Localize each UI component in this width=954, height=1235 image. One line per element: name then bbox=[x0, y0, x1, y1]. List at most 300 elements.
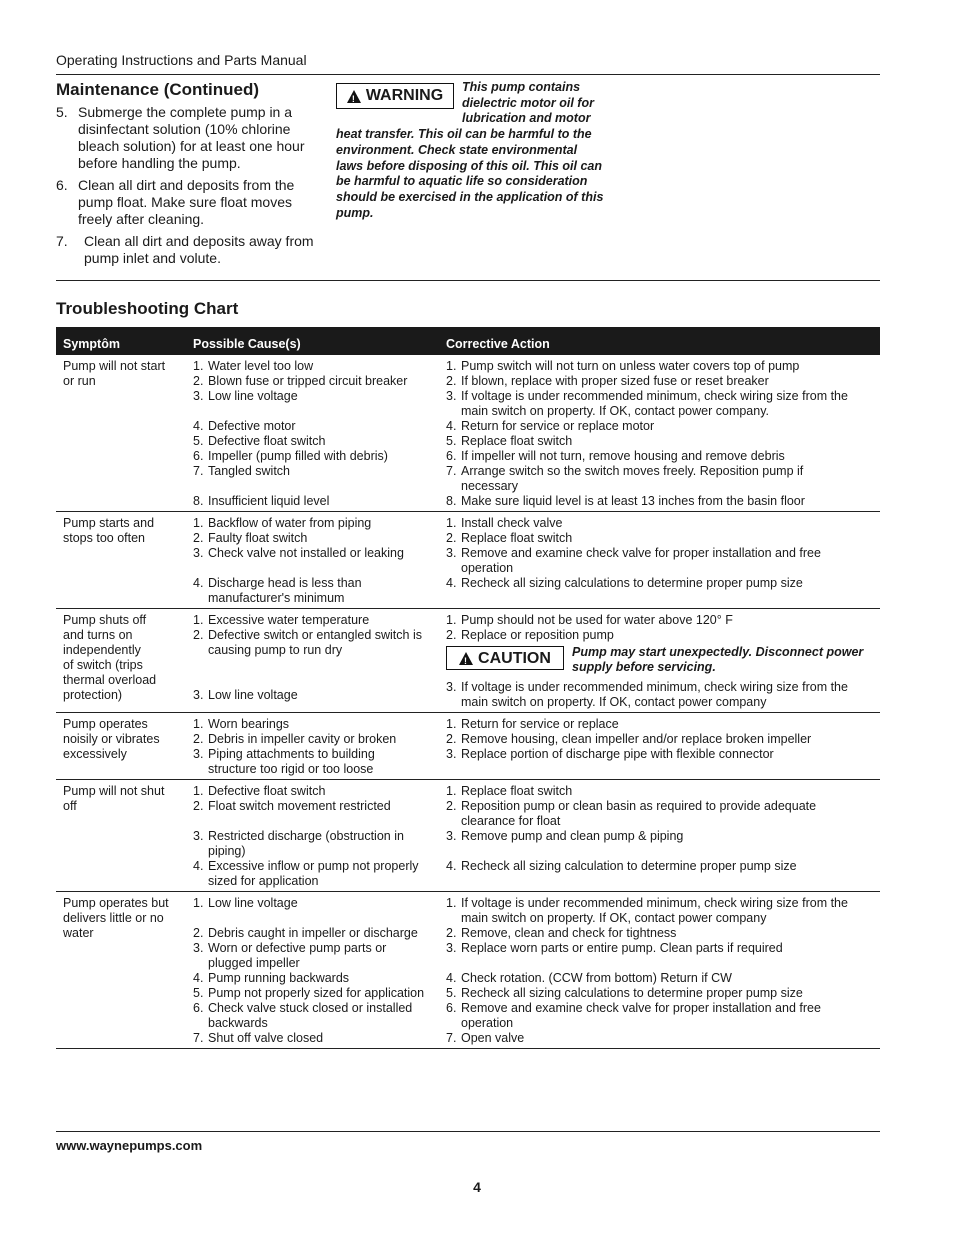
line-text: Tangled switch bbox=[208, 464, 290, 478]
manual-header: Operating Instructions and Parts Manual bbox=[56, 52, 307, 68]
line-text: necessary bbox=[461, 479, 518, 493]
line-number bbox=[446, 404, 461, 419]
symptom-cell bbox=[56, 516, 186, 606]
line-number bbox=[446, 479, 461, 494]
list-line bbox=[193, 531, 439, 546]
line-number: 6. bbox=[193, 449, 204, 463]
line-number bbox=[193, 591, 208, 606]
line-text: If impeller will not turn, remove housing and remove debris bbox=[461, 449, 785, 463]
list-line bbox=[446, 695, 872, 710]
list-line bbox=[446, 389, 872, 404]
line-text: Discharge head is less than bbox=[208, 576, 362, 590]
symptom-cell bbox=[56, 896, 186, 1046]
causes-cell bbox=[186, 784, 439, 889]
list-line bbox=[446, 784, 872, 799]
list-line bbox=[446, 494, 872, 509]
caution-triangle-icon bbox=[459, 652, 473, 665]
causes-cell bbox=[186, 896, 439, 1046]
actions-cell bbox=[439, 613, 880, 710]
line-text: backwards bbox=[208, 1016, 268, 1030]
line-text: Open valve bbox=[461, 1031, 525, 1045]
line-text: causing pump to run dry bbox=[208, 643, 343, 657]
symptom-line: or run bbox=[63, 374, 96, 388]
list-line bbox=[446, 576, 872, 591]
line-text: Replace portion of discharge pipe with flexible connector bbox=[461, 747, 774, 761]
list-line bbox=[446, 561, 872, 576]
symptom-line: excessively bbox=[63, 747, 127, 761]
line-text: Defective float switch bbox=[208, 784, 326, 798]
list-line bbox=[193, 941, 439, 956]
line-number: 4. bbox=[446, 971, 457, 985]
spacer bbox=[193, 479, 439, 494]
line-number: 2. bbox=[446, 799, 457, 813]
causes-cell bbox=[186, 613, 439, 710]
line-number: 3. bbox=[446, 747, 457, 761]
symptom-line: stops too often bbox=[63, 531, 146, 545]
list-line bbox=[193, 359, 439, 374]
table-header bbox=[56, 327, 880, 355]
troubleshooting-table bbox=[56, 327, 880, 1049]
list-line bbox=[193, 643, 439, 658]
line-number: 1. bbox=[193, 896, 204, 910]
actions-cell bbox=[439, 784, 880, 889]
line-text: Insufficient liquid level bbox=[208, 494, 330, 508]
maintenance-list bbox=[56, 104, 324, 272]
line-text: Backflow of water from piping bbox=[208, 516, 372, 530]
line-number: 6. bbox=[446, 449, 457, 463]
column-header-symptom: Symptôm bbox=[63, 337, 120, 351]
warning-label: WARNING bbox=[365, 87, 444, 105]
list-line bbox=[193, 799, 439, 814]
line-text: Remove pump and clean pump & piping bbox=[461, 829, 684, 843]
line-number: 7. bbox=[446, 464, 457, 478]
line-text: piping) bbox=[208, 844, 246, 858]
list-line bbox=[193, 516, 439, 531]
list-line bbox=[446, 464, 872, 479]
list-line bbox=[193, 374, 439, 389]
line-number: 5. bbox=[193, 434, 204, 448]
symptom-line: Pump will not start bbox=[63, 359, 166, 373]
symptom-line: noisily or vibrates bbox=[63, 732, 160, 746]
line-number: 3. bbox=[193, 546, 204, 560]
list-line bbox=[446, 829, 872, 844]
list-line bbox=[446, 859, 872, 874]
line-text: If blown, replace with proper sized fuse or reset breaker bbox=[461, 374, 769, 388]
line-number bbox=[446, 911, 461, 926]
symptom-line: of switch (trips bbox=[63, 658, 143, 672]
line-text: main switch on property. If OK, contact power company bbox=[461, 911, 767, 925]
line-number: 3. bbox=[193, 688, 204, 702]
line-number bbox=[193, 874, 208, 889]
table-row bbox=[56, 355, 880, 512]
line-text: Restricted discharge (obstruction in bbox=[208, 829, 404, 843]
line-number bbox=[193, 762, 208, 777]
line-text: Defective motor bbox=[208, 419, 296, 433]
symptom-cell bbox=[56, 784, 186, 889]
item-text: Submerge the complete pump in a disinfectant solution (10% chlorine bleach solution) for at least one hour before handling the pump. bbox=[78, 104, 305, 171]
line-number: 3. bbox=[193, 941, 204, 955]
list-line bbox=[446, 986, 872, 1001]
line-text: structure too rigid or too loose bbox=[208, 762, 374, 776]
list-line bbox=[446, 1031, 872, 1046]
list-line bbox=[446, 1016, 872, 1031]
line-text: Arrange switch so the switch moves freely. Reposition pump if bbox=[461, 464, 804, 478]
line-number: 2. bbox=[446, 374, 457, 388]
section-rule bbox=[56, 280, 880, 281]
list-line bbox=[193, 591, 439, 606]
list-line bbox=[193, 576, 439, 591]
line-text: Pump not properly sized for application bbox=[208, 986, 425, 1000]
line-text: Remove housing, clean impeller and/or replace broken impeller bbox=[461, 732, 812, 746]
symptom-line: Pump operates bbox=[63, 717, 148, 731]
line-text: Make sure liquid level is at least 13 inches from the basin floor bbox=[461, 494, 805, 508]
symptom-line: water bbox=[63, 926, 94, 940]
table-row bbox=[56, 713, 880, 780]
line-number: 1. bbox=[193, 359, 204, 373]
list-line bbox=[446, 814, 872, 829]
line-text: main switch on property. If OK, contact power company. bbox=[461, 404, 770, 418]
symptom-line: Pump will not shut bbox=[63, 784, 165, 798]
line-number: 2. bbox=[193, 628, 204, 642]
list-line bbox=[193, 829, 439, 844]
line-text: Blown fuse or tripped circuit breaker bbox=[208, 374, 408, 388]
list-line bbox=[193, 956, 439, 971]
line-number: 7. bbox=[193, 1031, 204, 1045]
line-text: Return for service or replace motor bbox=[461, 419, 655, 433]
list-line bbox=[446, 359, 872, 374]
spacer bbox=[193, 561, 439, 576]
line-number: 2. bbox=[446, 531, 457, 545]
line-text: Replace float switch bbox=[461, 784, 573, 798]
line-number: 1. bbox=[193, 784, 204, 798]
header-rule bbox=[56, 74, 880, 75]
line-number: 3. bbox=[446, 941, 457, 955]
item-number: 5. bbox=[56, 104, 68, 120]
line-text: Check rotation. (CCW from bottom) Return if CW bbox=[461, 971, 732, 985]
symptom-cell bbox=[56, 717, 186, 777]
table-row bbox=[56, 892, 880, 1049]
list-line bbox=[193, 986, 439, 1001]
list-line bbox=[446, 449, 872, 464]
symptom-line: delivers little or no bbox=[63, 911, 164, 925]
column-header-causes: Possible Cause(s) bbox=[193, 337, 301, 351]
list-line bbox=[193, 732, 439, 747]
list-line bbox=[193, 494, 439, 509]
line-text: Shut off valve closed bbox=[208, 1031, 324, 1045]
line-text: operation bbox=[461, 561, 514, 575]
line-text: Piping attachments to building bbox=[208, 747, 375, 761]
caution-text: Pump may start unexpectedly. Disconnect power supply before servicing. bbox=[572, 645, 864, 674]
line-text: Reposition pump or clean basin as required to provide adequate bbox=[461, 799, 817, 813]
list-line bbox=[446, 911, 872, 926]
line-number: 1. bbox=[446, 784, 457, 798]
line-number: 1. bbox=[446, 717, 457, 731]
line-number: 2. bbox=[193, 531, 204, 545]
line-text: operation bbox=[461, 1016, 514, 1030]
list-line bbox=[193, 784, 439, 799]
warning-text: This pump contains dielectric motor oil for lubrication and motor heat transfer. This oil can be harmful to the environment. Check state environmental laws before disposing of this oil. This oil can be harmful to aquatic life so consideration should be exercised in the application of this pump. bbox=[336, 80, 604, 220]
item-number: 6. bbox=[56, 177, 68, 193]
list-line bbox=[446, 531, 872, 546]
line-number: 1. bbox=[446, 896, 457, 910]
list-line bbox=[193, 688, 439, 703]
line-text: main switch on property. If OK, contact power company bbox=[461, 695, 767, 709]
line-number: 4. bbox=[446, 576, 457, 590]
list-line bbox=[446, 799, 872, 814]
line-number: 4. bbox=[193, 859, 204, 873]
spacer bbox=[446, 956, 872, 971]
line-text: Replace or reposition pump bbox=[461, 628, 614, 642]
line-number bbox=[446, 561, 461, 576]
symptom-line: Pump operates but bbox=[63, 896, 169, 910]
symptom-line: thermal overload bbox=[63, 673, 157, 687]
list-line bbox=[193, 434, 439, 449]
line-text: Remove and examine check valve for proper installation and free bbox=[461, 1001, 821, 1015]
line-text: Install check valve bbox=[461, 516, 563, 530]
line-number: 2. bbox=[446, 628, 457, 642]
spacer bbox=[446, 844, 872, 859]
table-row bbox=[56, 609, 880, 713]
warning-triangle-icon bbox=[347, 90, 361, 103]
causes-cell bbox=[186, 516, 439, 606]
line-text: Recheck all sizing calculation to determine proper pump size bbox=[461, 859, 797, 873]
caution-badge bbox=[446, 646, 564, 670]
line-number bbox=[193, 844, 208, 859]
list-line bbox=[446, 613, 872, 628]
line-number: 3. bbox=[446, 546, 457, 560]
line-number bbox=[446, 1016, 461, 1031]
list-line bbox=[193, 389, 439, 404]
caution-label: CAUTION bbox=[478, 649, 551, 667]
list-line bbox=[193, 628, 439, 643]
maintenance-title: Maintenance (Continued) bbox=[56, 80, 260, 99]
line-text: Return for service or replace bbox=[461, 717, 619, 731]
line-text: Check valve not installed or leaking bbox=[208, 546, 404, 560]
actions-cell bbox=[439, 717, 880, 777]
list-line bbox=[193, 896, 439, 911]
item-text: Clean all dirt and deposits from the pump float. Make sure float moves freely after cleaning. bbox=[78, 177, 295, 227]
maintenance-item bbox=[56, 233, 324, 267]
list-line bbox=[446, 941, 872, 956]
actions-cell bbox=[439, 896, 880, 1046]
list-line bbox=[446, 628, 872, 643]
list-line bbox=[446, 1001, 872, 1016]
list-line bbox=[193, 613, 439, 628]
list-line bbox=[193, 971, 439, 986]
spacer bbox=[193, 911, 439, 926]
list-line bbox=[446, 419, 872, 434]
line-number: 3. bbox=[193, 747, 204, 761]
line-text: clearance for float bbox=[461, 814, 561, 828]
column-header-actions: Corrective Action bbox=[446, 337, 550, 351]
footer-rule bbox=[56, 1131, 880, 1132]
troubleshooting-title: Troubleshooting Chart bbox=[56, 299, 239, 318]
line-number bbox=[446, 814, 461, 829]
line-number: 4. bbox=[193, 419, 204, 433]
line-text: Float switch movement restricted bbox=[208, 799, 391, 813]
list-line bbox=[446, 516, 872, 531]
symptom-cell bbox=[56, 359, 186, 509]
line-number: 8. bbox=[193, 494, 204, 508]
line-number: 6. bbox=[193, 1001, 204, 1015]
line-text: plugged impeller bbox=[208, 956, 300, 970]
line-number bbox=[193, 956, 208, 971]
table-row bbox=[56, 512, 880, 609]
list-line bbox=[446, 546, 872, 561]
maintenance-item bbox=[56, 177, 324, 228]
line-text: sized for application bbox=[208, 874, 319, 888]
line-number: 2. bbox=[193, 374, 204, 388]
line-text: Replace worn parts or entire pump. Clean parts if required bbox=[461, 941, 783, 955]
line-text: Worn bearings bbox=[208, 717, 290, 731]
causes-cell bbox=[186, 359, 439, 509]
line-text: Replace float switch bbox=[461, 531, 573, 545]
line-number: 1. bbox=[446, 516, 457, 530]
website-link[interactable]: www.waynepumps.com bbox=[56, 1138, 203, 1153]
list-line bbox=[446, 479, 872, 494]
line-number: 3. bbox=[193, 829, 204, 843]
symptom-line: Pump starts and bbox=[63, 516, 155, 530]
line-number: 3. bbox=[446, 389, 457, 403]
line-number: 2. bbox=[446, 732, 457, 746]
line-number: 6. bbox=[446, 1001, 457, 1015]
line-number: 4. bbox=[193, 576, 204, 590]
caution-notice bbox=[446, 646, 872, 675]
line-number: 1. bbox=[446, 613, 457, 627]
line-number bbox=[193, 1016, 208, 1031]
line-text: Worn or defective pump parts or bbox=[208, 941, 387, 955]
line-text: Remove and examine check valve for proper installation and free bbox=[461, 546, 821, 560]
line-text: Check valve stuck closed or installed bbox=[208, 1001, 413, 1015]
line-text: Faulty float switch bbox=[208, 531, 308, 545]
list-line bbox=[193, 874, 439, 889]
line-text: Excessive water temperature bbox=[208, 613, 370, 627]
spacer bbox=[193, 814, 439, 829]
page-number: 4 bbox=[473, 1179, 481, 1195]
list-line bbox=[193, 844, 439, 859]
line-text: Impeller (pump filled with debris) bbox=[208, 449, 388, 463]
line-text: Debris caught in impeller or discharge bbox=[208, 926, 418, 940]
list-line bbox=[446, 747, 872, 762]
line-number: 5. bbox=[193, 986, 204, 1000]
actions-cell bbox=[439, 516, 880, 606]
line-text: Debris in impeller cavity or broken bbox=[208, 732, 397, 746]
list-line bbox=[193, 717, 439, 732]
line-number: 2. bbox=[193, 926, 204, 940]
line-text: Pump running backwards bbox=[208, 971, 350, 985]
line-number: 5. bbox=[446, 986, 457, 1000]
list-line bbox=[193, 859, 439, 874]
line-number: 7. bbox=[193, 464, 204, 478]
line-number: 3. bbox=[446, 680, 457, 694]
list-line bbox=[193, 1001, 439, 1016]
list-line bbox=[193, 419, 439, 434]
symptom-line: off bbox=[63, 799, 77, 813]
list-line bbox=[446, 926, 872, 941]
line-text: manufacturer's minimum bbox=[208, 591, 345, 605]
maintenance-item bbox=[56, 104, 324, 172]
line-text: If voltage is under recommended minimum, check wiring size from the bbox=[461, 680, 848, 694]
line-number: 1. bbox=[193, 717, 204, 731]
list-line bbox=[446, 680, 872, 695]
line-number: 2. bbox=[193, 732, 204, 746]
line-text: Low line voltage bbox=[208, 896, 298, 910]
line-number: 1. bbox=[446, 359, 457, 373]
line-text: Defective float switch bbox=[208, 434, 326, 448]
item-number: 7. bbox=[56, 233, 68, 249]
line-text: Excessive inflow or pump not properly bbox=[208, 859, 419, 873]
warning-badge bbox=[336, 83, 454, 109]
item-text: Clean all dirt and deposits away from pump inlet and volute. bbox=[84, 233, 314, 266]
symptom-line: Pump shuts off bbox=[63, 613, 147, 627]
list-line bbox=[193, 449, 439, 464]
list-line bbox=[193, 1031, 439, 1046]
list-line bbox=[193, 926, 439, 941]
line-number: 2. bbox=[193, 799, 204, 813]
list-line bbox=[193, 1016, 439, 1031]
list-line bbox=[193, 546, 439, 561]
list-line bbox=[446, 896, 872, 911]
line-text: Recheck all sizing calculations to determine proper pump size bbox=[461, 576, 803, 590]
line-number: 1. bbox=[193, 613, 204, 627]
list-line bbox=[193, 762, 439, 777]
warning-block bbox=[336, 80, 604, 221]
line-text: Recheck all sizing calculations to determine proper pump size bbox=[461, 986, 803, 1000]
symptom-line: and turns on bbox=[63, 628, 133, 642]
causes-cell bbox=[186, 717, 439, 777]
spacer bbox=[193, 658, 439, 673]
symptom-line: independently bbox=[63, 643, 141, 657]
line-text: Low line voltage bbox=[208, 688, 298, 702]
line-number: 3. bbox=[193, 389, 204, 403]
line-number: 3. bbox=[446, 829, 457, 843]
line-text: Water level too low bbox=[208, 359, 314, 373]
symptom-cell bbox=[56, 613, 186, 710]
list-line bbox=[446, 434, 872, 449]
line-number: 4. bbox=[193, 971, 204, 985]
line-number: 8. bbox=[446, 494, 457, 508]
line-text: Pump switch will not turn on unless water covers top of pump bbox=[461, 359, 800, 373]
line-number: 5. bbox=[446, 434, 457, 448]
spacer bbox=[193, 673, 439, 688]
line-number: 7. bbox=[446, 1031, 457, 1045]
line-text: Low line voltage bbox=[208, 389, 298, 403]
line-text: Replace float switch bbox=[461, 434, 573, 448]
line-text: Remove, clean and check for tightness bbox=[461, 926, 677, 940]
line-number bbox=[193, 643, 208, 658]
line-number: 1. bbox=[193, 516, 204, 530]
line-number bbox=[446, 695, 461, 710]
list-line bbox=[193, 747, 439, 762]
list-line bbox=[446, 971, 872, 986]
line-text: If voltage is under recommended minimum, check wiring size from the bbox=[461, 389, 848, 403]
list-line bbox=[193, 464, 439, 479]
list-line bbox=[446, 717, 872, 732]
line-text: Defective switch or entangled switch is bbox=[208, 628, 422, 642]
line-number: 4. bbox=[446, 859, 457, 873]
list-line bbox=[446, 732, 872, 747]
line-number: 4. bbox=[446, 419, 457, 433]
spacer bbox=[193, 404, 439, 419]
symptom-line: protection) bbox=[63, 688, 123, 702]
actions-cell bbox=[439, 359, 880, 509]
list-line bbox=[446, 374, 872, 389]
list-line bbox=[446, 404, 872, 419]
line-text: If voltage is under recommended minimum, check wiring size from the bbox=[461, 896, 848, 910]
table-row bbox=[56, 780, 880, 892]
line-number: 2. bbox=[446, 926, 457, 940]
line-text: Pump should not be used for water above 120° F bbox=[461, 613, 733, 627]
